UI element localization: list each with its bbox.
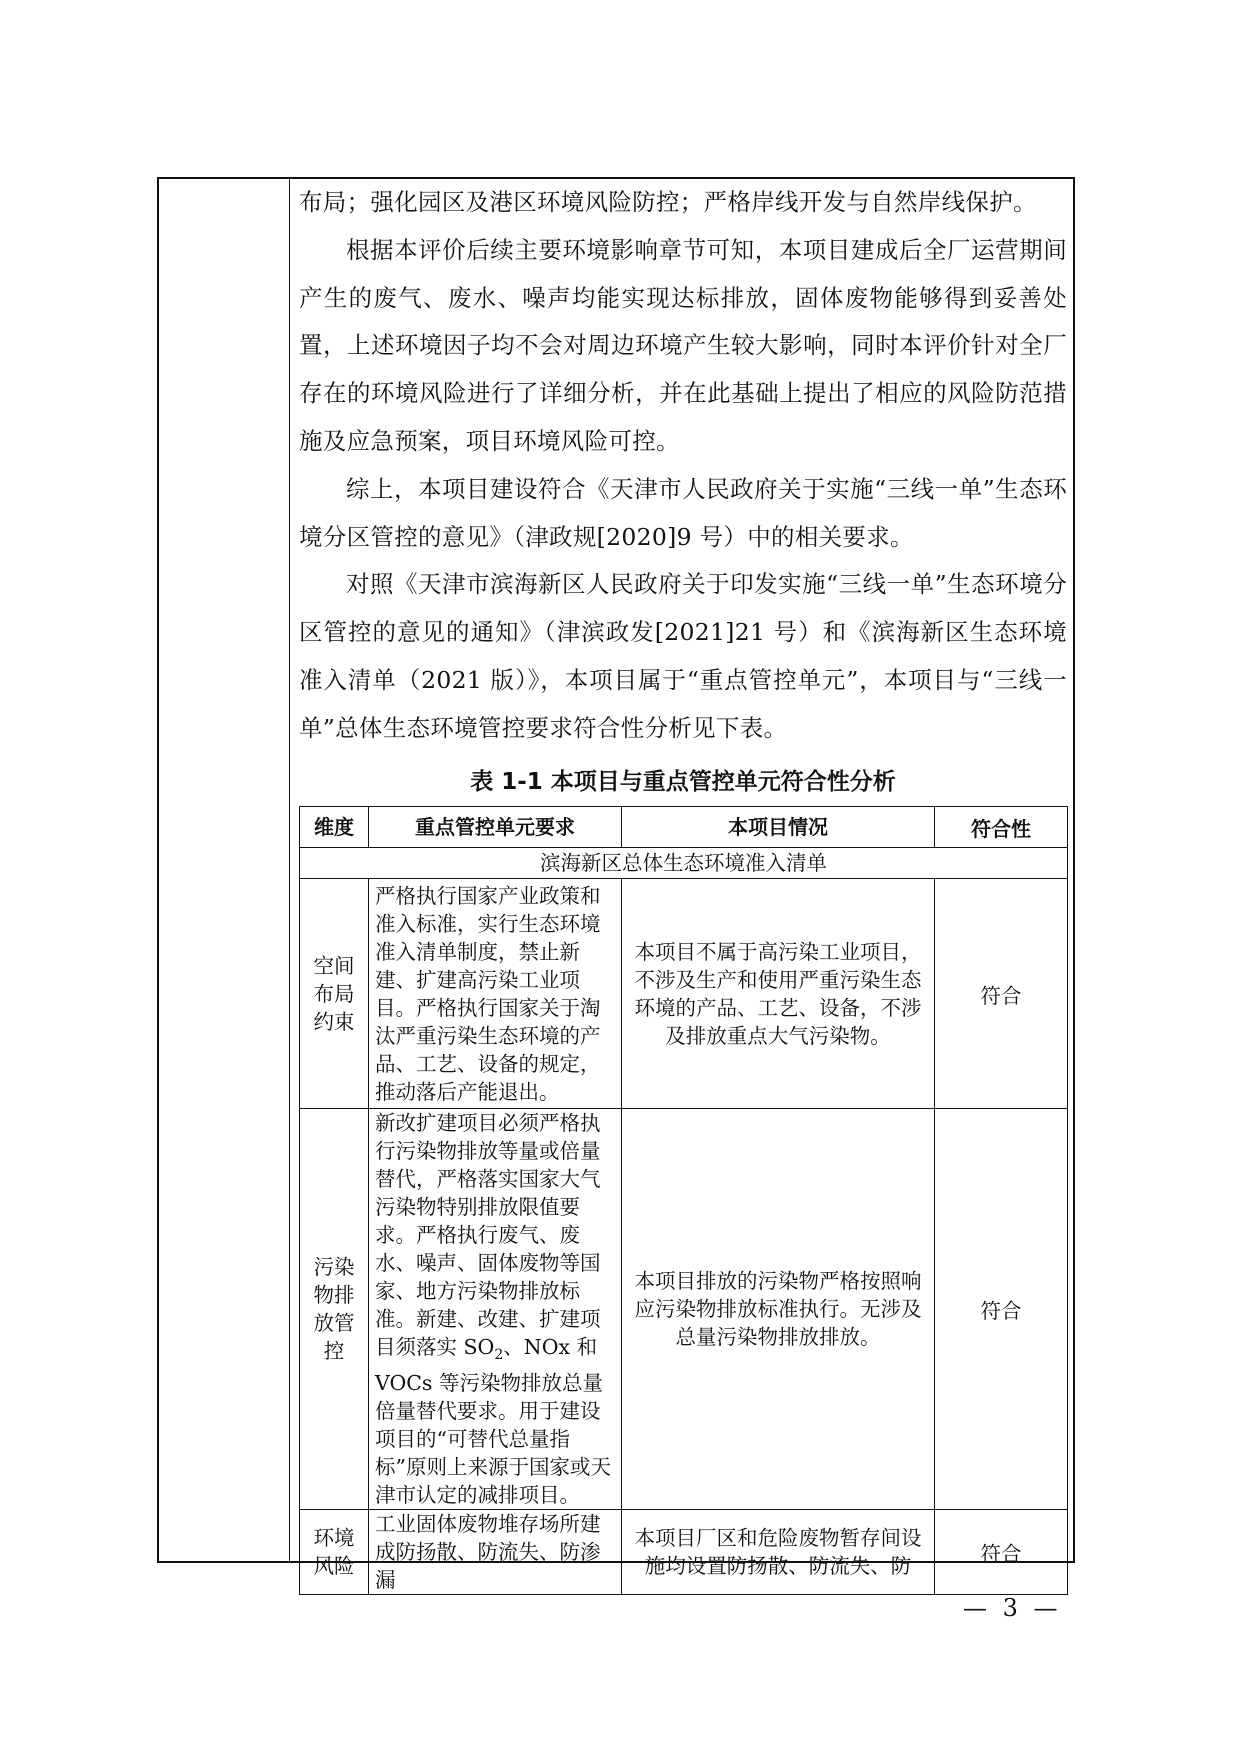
requirement-text-a: 新改扩建项目必须严格执行污染物排放等量或倍量替代，严格落实国家大气污染物特别排放限值要求。严格执行废气、废水、噪声、固体废物等国家、地方污染物排放标准。新建、改建、扩建项目须落实 SO <box>375 1111 601 1359</box>
paragraph-4: 对照《天津市滨海新区人民政府关于印发实施“三线一单”生态环境分区管控的意见的通知》（津滨政发[2021]21 号）和《滨海新区生态环境准入清单（2021 版）》，本项目属于“重点管控单元”，本项目与“三线一单”总体生态环境管控要求符合性分析见下表。 <box>299 570 1067 742</box>
table-title: 表 1-1 本项目与重点管控单元符合性分析 <box>470 768 896 795</box>
row-compliance: 符合 <box>935 879 1068 1109</box>
header-compliance: 符合性 <box>935 807 1068 848</box>
table-row <box>300 1109 1068 1510</box>
content-column <box>299 179 1067 1593</box>
paragraph-2: 根据本评价后续主要环境影响章节可知，本项目建成后全厂运营期间产生的废气、废水、噪声均能实现达标排放，固体废物能够得到妥善处置，上述环境因子均不会对周边环境产生较大影响，同时本评价针对全厂存在的环境风险进行了详细分析，并在此基础上提出了相应的风险防范措施及应急预案，项目环境风险可控。 <box>299 235 1067 455</box>
row-compliance: 符合 <box>935 1510 1068 1595</box>
table-header-row <box>300 807 1068 848</box>
requirement-subscript: 2 <box>494 1347 504 1364</box>
left-column-divider <box>289 179 290 1561</box>
table-row <box>300 1510 1068 1595</box>
row-dimension: 污染物排放管控 <box>300 1109 369 1510</box>
paragraph-3: 综上，本项目建设符合《天津市人民政府关于实施“三线一单”生态环境分区管控的意见》（津政规[2020]9 号）中的相关要求。 <box>299 474 1067 551</box>
row-situation: 本项目排放的污染物严格按照响应污染物排放标准执行。无涉及总量污染物排放排放。 <box>622 1109 935 1510</box>
page-number: — 3 — <box>963 1594 1062 1622</box>
header-requirement: 重点管控单元要求 <box>369 807 622 848</box>
header-dimension: 维度 <box>300 807 369 848</box>
section-title: 滨海新区总体生态环境准入清单 <box>300 848 1068 879</box>
row-situation: 本项目不属于高污染工业项目，不涉及生产和使用严重污染生态环境的产品、工艺、设备，不涉及排放重点大气污染物。 <box>622 879 935 1109</box>
row-requirement <box>369 1109 622 1510</box>
paragraph-1: 布局；强化园区及港区环境风险防控；严格岸线开发与自然岸线保护。 <box>299 188 1037 216</box>
row-requirement: 工业固体废物堆存场所建成防扬散、防流失、防渗漏 <box>369 1510 622 1595</box>
row-compliance: 符合 <box>935 1109 1068 1510</box>
header-situation: 本项目情况 <box>622 807 935 848</box>
row-situation: 本项目厂区和危险废物暂存间设施均设置防扬散、防流失、防 <box>622 1510 935 1595</box>
section-row <box>300 848 1068 879</box>
page-frame <box>157 177 1075 1593</box>
row-requirement: 严格执行国家产业政策和准入标准，实行生态环境准入清单制度，禁止新建、扩建高污染工业项目。严格执行国家关于淘汰严重污染生态环境的产品、工艺、设备的规定，推动落后产能退出。 <box>369 879 622 1109</box>
table-row <box>300 879 1068 1109</box>
row-dimension: 环境风险 <box>300 1510 369 1595</box>
row-dimension: 空间布局约束 <box>300 879 369 1109</box>
compliance-table <box>299 806 1068 1595</box>
requirement-text-b: 、NOx 和 VOCs 等污染物排放总量倍量替代要求。用于建设项目的“可替代总量指标”原则上来源于国家或天津市认定的减排项目。 <box>375 1335 611 1508</box>
